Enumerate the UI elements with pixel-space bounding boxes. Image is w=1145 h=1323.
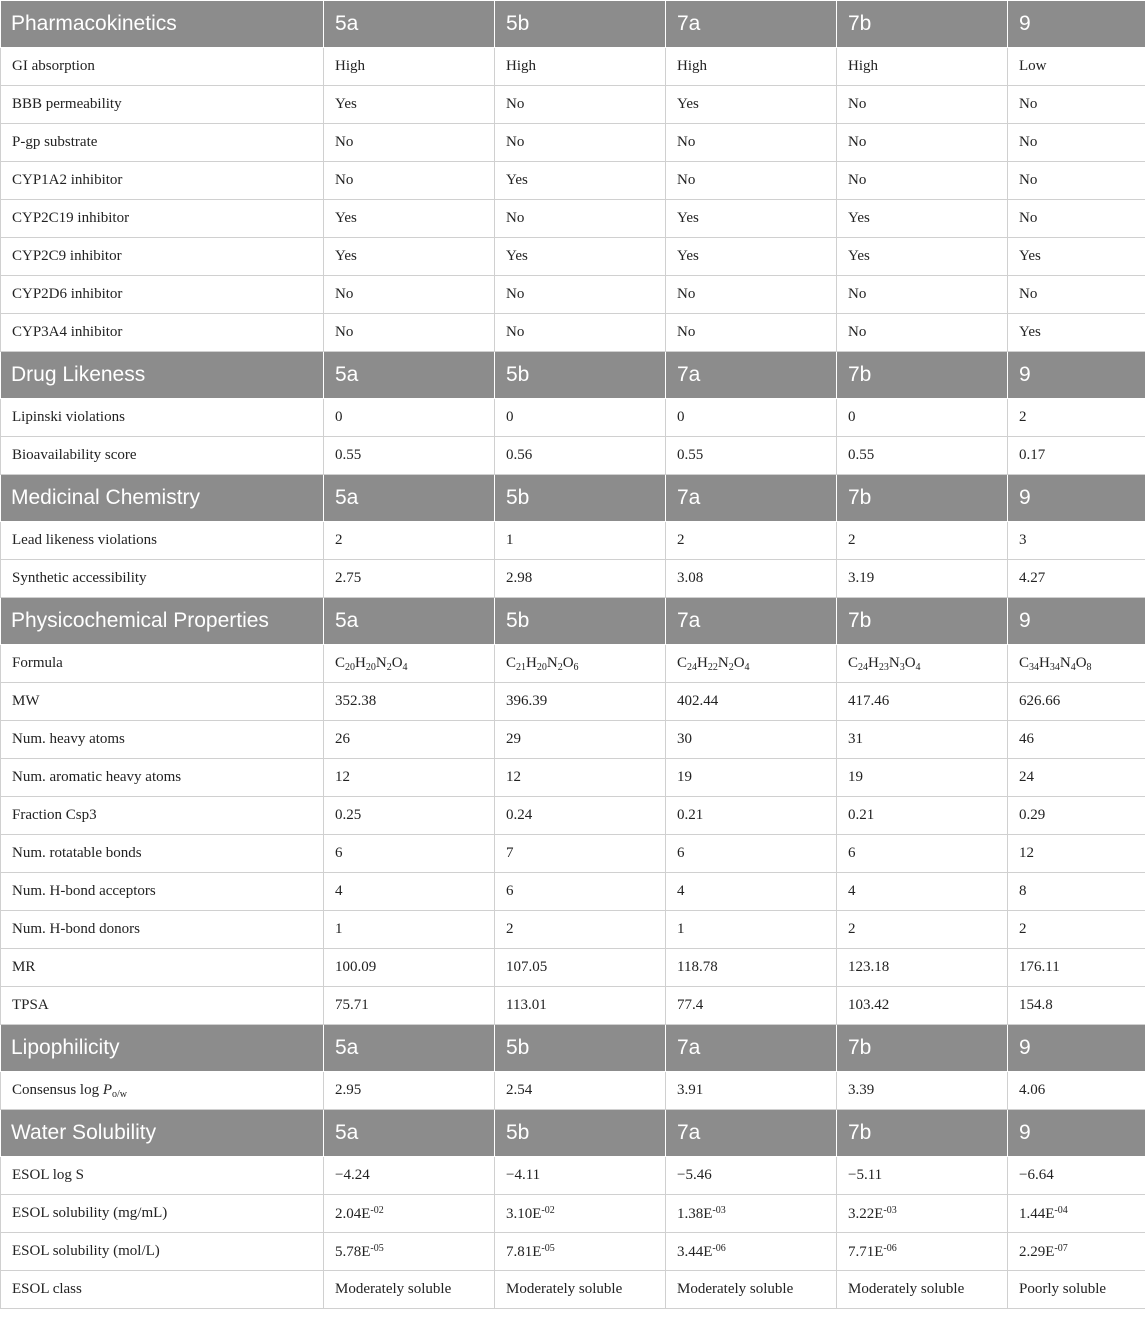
table-cell: 0.56 bbox=[495, 437, 666, 475]
table-cell: Moderately soluble bbox=[837, 1271, 1008, 1309]
table-cell: Yes bbox=[1008, 238, 1145, 276]
table-cell: Yes bbox=[324, 238, 495, 276]
column-header-5b: 5b bbox=[495, 598, 666, 645]
table-cell bbox=[324, 645, 495, 683]
table-cell: Yes bbox=[324, 200, 495, 238]
row-label: TPSA bbox=[1, 987, 324, 1025]
table-cell: −5.46 bbox=[666, 1157, 837, 1195]
table-cell: 3.91 bbox=[666, 1072, 837, 1110]
table-cell: No bbox=[495, 314, 666, 352]
table-cell: 2 bbox=[495, 911, 666, 949]
text-part: O bbox=[904, 654, 916, 671]
text-part: -02 bbox=[541, 1204, 555, 1216]
text-part: C bbox=[335, 654, 346, 671]
row-label: CYP1A2 inhibitor bbox=[1, 162, 324, 200]
text-part: 1.38E bbox=[677, 1205, 713, 1222]
table-cell: Poorly soluble bbox=[1008, 1271, 1145, 1309]
table-row bbox=[1, 683, 1145, 721]
text-part: 8 bbox=[1086, 661, 1092, 673]
text-part: -05 bbox=[370, 1242, 384, 1254]
section-title: Water Solubility bbox=[1, 1110, 324, 1157]
section-header-physicochemical-properties bbox=[1, 598, 1145, 645]
column-header-7a: 7a bbox=[666, 1110, 837, 1157]
text-part: Consensus log bbox=[12, 1081, 103, 1098]
table-cell: No bbox=[324, 314, 495, 352]
table-cell: No bbox=[666, 276, 837, 314]
table-cell: No bbox=[1008, 86, 1145, 124]
table-cell: No bbox=[837, 124, 1008, 162]
table-cell: Moderately soluble bbox=[495, 1271, 666, 1309]
table-row bbox=[1, 1195, 1145, 1233]
table-cell: −4.11 bbox=[495, 1157, 666, 1195]
text-part: H bbox=[355, 654, 366, 671]
table-cell: 123.18 bbox=[837, 949, 1008, 987]
table-cell: 4 bbox=[666, 873, 837, 911]
row-label: Bioavailability score bbox=[1, 437, 324, 475]
table-cell: 1 bbox=[324, 911, 495, 949]
text-part: -05 bbox=[541, 1242, 555, 1254]
table-cell: No bbox=[495, 276, 666, 314]
table-cell: No bbox=[1008, 200, 1145, 238]
column-header-7a: 7a bbox=[666, 352, 837, 399]
table-cell: No bbox=[324, 124, 495, 162]
text-part: O bbox=[562, 654, 574, 671]
text-part: 34 bbox=[1029, 661, 1040, 673]
text-part: 3.10E bbox=[506, 1205, 542, 1222]
table-row bbox=[1, 949, 1145, 987]
text-part: H bbox=[868, 654, 879, 671]
table-cell: 26 bbox=[324, 721, 495, 759]
row-label: ESOL log S bbox=[1, 1157, 324, 1195]
table-row bbox=[1, 560, 1145, 598]
table-row bbox=[1, 86, 1145, 124]
table-cell: 3.39 bbox=[837, 1072, 1008, 1110]
table-cell: 0.55 bbox=[837, 437, 1008, 475]
table-cell: No bbox=[837, 276, 1008, 314]
text-part: 1.44E bbox=[1019, 1205, 1055, 1222]
table-cell: 77.4 bbox=[666, 987, 837, 1025]
table-row bbox=[1, 437, 1145, 475]
table-row bbox=[1, 238, 1145, 276]
text-part: H bbox=[1039, 654, 1050, 671]
row-label: CYP2D6 inhibitor bbox=[1, 276, 324, 314]
table-cell: 3.19 bbox=[837, 560, 1008, 598]
column-header-9: 9 bbox=[1008, 475, 1145, 522]
table-row bbox=[1, 162, 1145, 200]
table-cell: Yes bbox=[495, 162, 666, 200]
table-cell: 6 bbox=[495, 873, 666, 911]
row-label: CYP2C9 inhibitor bbox=[1, 238, 324, 276]
row-label bbox=[1, 1072, 324, 1110]
table-cell: Yes bbox=[837, 200, 1008, 238]
table-cell: 6 bbox=[837, 835, 1008, 873]
text-part: 3.22E bbox=[848, 1205, 884, 1222]
text-part: C bbox=[1019, 654, 1030, 671]
table-cell bbox=[837, 645, 1008, 683]
table-row bbox=[1, 1157, 1145, 1195]
table-cell: No bbox=[324, 276, 495, 314]
text-part: 22 bbox=[707, 661, 718, 673]
table-cell: 4 bbox=[324, 873, 495, 911]
table-cell bbox=[837, 1233, 1008, 1271]
row-label: Num. H-bond donors bbox=[1, 911, 324, 949]
column-header-5a: 5a bbox=[324, 352, 495, 399]
table-cell: −5.11 bbox=[837, 1157, 1008, 1195]
row-label: ESOL solubility (mg/mL) bbox=[1, 1195, 324, 1233]
table-cell: Yes bbox=[666, 200, 837, 238]
table-cell: Yes bbox=[837, 238, 1008, 276]
text-part: N bbox=[375, 654, 387, 671]
table-cell bbox=[1008, 645, 1145, 683]
column-header-7b: 7b bbox=[837, 1025, 1008, 1072]
text-part: N bbox=[1059, 654, 1071, 671]
text-part: 2.04E bbox=[335, 1205, 371, 1222]
table-row bbox=[1, 124, 1145, 162]
column-header-7b: 7b bbox=[837, 475, 1008, 522]
table-body bbox=[1, 1, 1145, 1309]
text-part: H bbox=[526, 654, 537, 671]
table-cell: 6 bbox=[324, 835, 495, 873]
table-cell: −4.24 bbox=[324, 1157, 495, 1195]
row-label: Synthetic accessibility bbox=[1, 560, 324, 598]
text-part: 4 bbox=[402, 661, 408, 673]
table-cell: No bbox=[1008, 276, 1145, 314]
table-row bbox=[1, 522, 1145, 560]
text-part: 3.44E bbox=[677, 1243, 713, 1260]
row-label: Lead likeness violations bbox=[1, 522, 324, 560]
row-label: Num. heavy atoms bbox=[1, 721, 324, 759]
table-cell: 3.08 bbox=[666, 560, 837, 598]
text-part: 24 bbox=[687, 661, 698, 673]
row-label: MW bbox=[1, 683, 324, 721]
text-part: 2 bbox=[386, 661, 392, 673]
text-part: -04 bbox=[1054, 1204, 1068, 1216]
table-cell: High bbox=[495, 48, 666, 86]
row-label: Num. aromatic heavy atoms bbox=[1, 759, 324, 797]
table-cell bbox=[324, 1233, 495, 1271]
table-cell: No bbox=[324, 162, 495, 200]
text-part: N bbox=[546, 654, 558, 671]
table-cell: 0.25 bbox=[324, 797, 495, 835]
table-cell: 0.21 bbox=[666, 797, 837, 835]
table-cell: 19 bbox=[837, 759, 1008, 797]
text-part: 21 bbox=[516, 661, 527, 673]
table-cell: 107.05 bbox=[495, 949, 666, 987]
table-cell bbox=[495, 645, 666, 683]
text-part: O bbox=[1075, 654, 1087, 671]
table-cell: 0.29 bbox=[1008, 797, 1145, 835]
table-row bbox=[1, 987, 1145, 1025]
column-header-9: 9 bbox=[1008, 598, 1145, 645]
table-cell: 75.71 bbox=[324, 987, 495, 1025]
table-cell: No bbox=[666, 124, 837, 162]
table-cell: Yes bbox=[666, 86, 837, 124]
text-part: -03 bbox=[712, 1204, 726, 1216]
table-cell: 352.38 bbox=[324, 683, 495, 721]
text-part: -06 bbox=[883, 1242, 897, 1254]
table-cell: 2 bbox=[324, 522, 495, 560]
table-cell: No bbox=[495, 124, 666, 162]
table-cell: Moderately soluble bbox=[324, 1271, 495, 1309]
text-part: 4 bbox=[744, 661, 750, 673]
section-title: Lipophilicity bbox=[1, 1025, 324, 1072]
table-row bbox=[1, 721, 1145, 759]
table-cell: 0 bbox=[495, 399, 666, 437]
table-cell bbox=[495, 1233, 666, 1271]
row-label: Lipinski violations bbox=[1, 399, 324, 437]
table-cell: 2 bbox=[1008, 911, 1145, 949]
table-cell: No bbox=[837, 162, 1008, 200]
column-header-5a: 5a bbox=[324, 598, 495, 645]
text-part: P bbox=[102, 1081, 113, 1098]
table-cell: 31 bbox=[837, 721, 1008, 759]
column-header-5b: 5b bbox=[495, 352, 666, 399]
table-cell: No bbox=[495, 200, 666, 238]
table-cell: High bbox=[837, 48, 1008, 86]
table-cell: No bbox=[837, 86, 1008, 124]
table-cell: 0.21 bbox=[837, 797, 1008, 835]
table-cell: 118.78 bbox=[666, 949, 837, 987]
column-header-5b: 5b bbox=[495, 1, 666, 48]
table-cell: 0.24 bbox=[495, 797, 666, 835]
table-cell: 0.55 bbox=[324, 437, 495, 475]
column-header-7b: 7b bbox=[837, 1110, 1008, 1157]
table-cell: 2.75 bbox=[324, 560, 495, 598]
table-cell: 12 bbox=[495, 759, 666, 797]
text-part: 4 bbox=[915, 661, 921, 673]
section-title: Pharmacokinetics bbox=[1, 1, 324, 48]
section-header-medicinal-chemistry bbox=[1, 475, 1145, 522]
row-label: Num. rotatable bonds bbox=[1, 835, 324, 873]
text-part: o/w bbox=[112, 1088, 128, 1100]
table-row bbox=[1, 276, 1145, 314]
section-title: Physicochemical Properties bbox=[1, 598, 324, 645]
table-cell: 4.27 bbox=[1008, 560, 1145, 598]
table-cell: No bbox=[666, 162, 837, 200]
text-part: H bbox=[697, 654, 708, 671]
table-cell: 0 bbox=[324, 399, 495, 437]
text-part: 20 bbox=[536, 661, 547, 673]
table-row bbox=[1, 200, 1145, 238]
column-header-7a: 7a bbox=[666, 598, 837, 645]
text-part: 2 bbox=[728, 661, 734, 673]
table-cell: 6 bbox=[666, 835, 837, 873]
table-cell: 2.95 bbox=[324, 1072, 495, 1110]
column-header-9: 9 bbox=[1008, 1, 1145, 48]
section-title: Medicinal Chemistry bbox=[1, 475, 324, 522]
text-part: 3 bbox=[899, 661, 905, 673]
text-part: -07 bbox=[1054, 1242, 1068, 1254]
table-cell: 417.46 bbox=[837, 683, 1008, 721]
table-row bbox=[1, 314, 1145, 352]
table-cell: 12 bbox=[1008, 835, 1145, 873]
section-header-lipophilicity bbox=[1, 1025, 1145, 1072]
table-cell: 1 bbox=[495, 522, 666, 560]
table-row bbox=[1, 1233, 1145, 1271]
column-header-7b: 7b bbox=[837, 598, 1008, 645]
text-part: C bbox=[677, 654, 688, 671]
row-label: Formula bbox=[1, 645, 324, 683]
table-cell: 0 bbox=[837, 399, 1008, 437]
row-label: Num. H-bond acceptors bbox=[1, 873, 324, 911]
table-cell: 2 bbox=[837, 522, 1008, 560]
section-header-pharmacokinetics bbox=[1, 1, 1145, 48]
table-cell: Yes bbox=[324, 86, 495, 124]
column-header-7a: 7a bbox=[666, 1, 837, 48]
text-part: C bbox=[848, 654, 859, 671]
column-header-9: 9 bbox=[1008, 1025, 1145, 1072]
text-part: N bbox=[888, 654, 900, 671]
row-label: Fraction Csp3 bbox=[1, 797, 324, 835]
column-header-5a: 5a bbox=[324, 1, 495, 48]
table-cell: 103.42 bbox=[837, 987, 1008, 1025]
column-header-5a: 5a bbox=[324, 1110, 495, 1157]
row-label: BBB permeability bbox=[1, 86, 324, 124]
table-cell bbox=[1008, 1195, 1145, 1233]
table-row bbox=[1, 835, 1145, 873]
table-cell: 113.01 bbox=[495, 987, 666, 1025]
table-cell: No bbox=[837, 314, 1008, 352]
table-cell bbox=[324, 1195, 495, 1233]
row-label: P-gp substrate bbox=[1, 124, 324, 162]
column-header-7a: 7a bbox=[666, 1025, 837, 1072]
text-part: 4 bbox=[1070, 661, 1076, 673]
table-cell: No bbox=[1008, 124, 1145, 162]
text-part: 24 bbox=[858, 661, 869, 673]
text-part: 2 bbox=[557, 661, 563, 673]
table-cell: 3 bbox=[1008, 522, 1145, 560]
text-part: 23 bbox=[878, 661, 889, 673]
column-header-5a: 5a bbox=[324, 475, 495, 522]
table-cell bbox=[495, 1195, 666, 1233]
table-cell: 46 bbox=[1008, 721, 1145, 759]
table-row bbox=[1, 1271, 1145, 1309]
table-cell: 0.55 bbox=[666, 437, 837, 475]
section-header-drug-likeness bbox=[1, 352, 1145, 399]
row-label: MR bbox=[1, 949, 324, 987]
text-part: -06 bbox=[712, 1242, 726, 1254]
row-label: CYP2C19 inhibitor bbox=[1, 200, 324, 238]
text-part: 6 bbox=[573, 661, 579, 673]
column-header-9: 9 bbox=[1008, 1110, 1145, 1157]
table-cell: No bbox=[666, 314, 837, 352]
table-cell bbox=[837, 1195, 1008, 1233]
text-part: 7.71E bbox=[848, 1243, 884, 1260]
column-header-7a: 7a bbox=[666, 475, 837, 522]
section-header-water-solubility bbox=[1, 1110, 1145, 1157]
text-part: O bbox=[391, 654, 403, 671]
table-cell: Yes bbox=[666, 238, 837, 276]
text-part: N bbox=[717, 654, 729, 671]
table-cell: 402.44 bbox=[666, 683, 837, 721]
table-cell: 24 bbox=[1008, 759, 1145, 797]
table-row bbox=[1, 873, 1145, 911]
table-row bbox=[1, 399, 1145, 437]
row-label: ESOL solubility (mol/L) bbox=[1, 1233, 324, 1271]
table-cell: 2 bbox=[837, 911, 1008, 949]
text-part: 34 bbox=[1049, 661, 1060, 673]
table-cell: No bbox=[495, 86, 666, 124]
table-cell: 2.98 bbox=[495, 560, 666, 598]
table-row bbox=[1, 759, 1145, 797]
table-cell: 2 bbox=[666, 522, 837, 560]
table-cell: 8 bbox=[1008, 873, 1145, 911]
table-cell: 19 bbox=[666, 759, 837, 797]
table-cell: 1 bbox=[666, 911, 837, 949]
table-cell: 4.06 bbox=[1008, 1072, 1145, 1110]
column-header-7b: 7b bbox=[837, 1, 1008, 48]
table-cell: Yes bbox=[495, 238, 666, 276]
table-row bbox=[1, 911, 1145, 949]
text-part: 7.81E bbox=[506, 1243, 542, 1260]
column-header-9: 9 bbox=[1008, 352, 1145, 399]
row-label: ESOL class bbox=[1, 1271, 324, 1309]
text-part: 20 bbox=[365, 661, 376, 673]
table-cell: 30 bbox=[666, 721, 837, 759]
table-row bbox=[1, 645, 1145, 683]
row-label: GI absorption bbox=[1, 48, 324, 86]
table-row bbox=[1, 797, 1145, 835]
table-cell bbox=[666, 645, 837, 683]
column-header-5a: 5a bbox=[324, 1025, 495, 1072]
table-cell bbox=[666, 1195, 837, 1233]
column-header-5b: 5b bbox=[495, 1110, 666, 1157]
table-cell: 7 bbox=[495, 835, 666, 873]
table-cell: 154.8 bbox=[1008, 987, 1145, 1025]
column-header-7b: 7b bbox=[837, 352, 1008, 399]
table-cell: 0.17 bbox=[1008, 437, 1145, 475]
table-cell: 29 bbox=[495, 721, 666, 759]
text-part: O bbox=[733, 654, 745, 671]
column-header-5b: 5b bbox=[495, 475, 666, 522]
table-cell: Low bbox=[1008, 48, 1145, 86]
table-cell bbox=[1008, 1233, 1145, 1271]
column-header-5b: 5b bbox=[495, 1025, 666, 1072]
table-cell: 0 bbox=[666, 399, 837, 437]
text-part: 5.78E bbox=[335, 1243, 371, 1260]
text-part: -02 bbox=[370, 1204, 384, 1216]
section-title: Drug Likeness bbox=[1, 352, 324, 399]
table-cell: 2 bbox=[1008, 399, 1145, 437]
table-cell: No bbox=[1008, 162, 1145, 200]
table-cell: 100.09 bbox=[324, 949, 495, 987]
text-part: -03 bbox=[883, 1204, 897, 1216]
table-cell: 176.11 bbox=[1008, 949, 1145, 987]
table-cell: 4 bbox=[837, 873, 1008, 911]
table-cell: 626.66 bbox=[1008, 683, 1145, 721]
table-cell: High bbox=[666, 48, 837, 86]
text-part: 20 bbox=[345, 661, 356, 673]
table-cell: High bbox=[324, 48, 495, 86]
table-cell: −6.64 bbox=[1008, 1157, 1145, 1195]
table-cell: 12 bbox=[324, 759, 495, 797]
table-cell: 2.54 bbox=[495, 1072, 666, 1110]
table-row bbox=[1, 48, 1145, 86]
table-cell: 396.39 bbox=[495, 683, 666, 721]
table-cell bbox=[666, 1233, 837, 1271]
text-part: 2.29E bbox=[1019, 1243, 1055, 1260]
table-cell: Yes bbox=[1008, 314, 1145, 352]
table-cell: Moderately soluble bbox=[666, 1271, 837, 1309]
text-part: C bbox=[506, 654, 517, 671]
table-row bbox=[1, 1072, 1145, 1110]
row-label: CYP3A4 inhibitor bbox=[1, 314, 324, 352]
